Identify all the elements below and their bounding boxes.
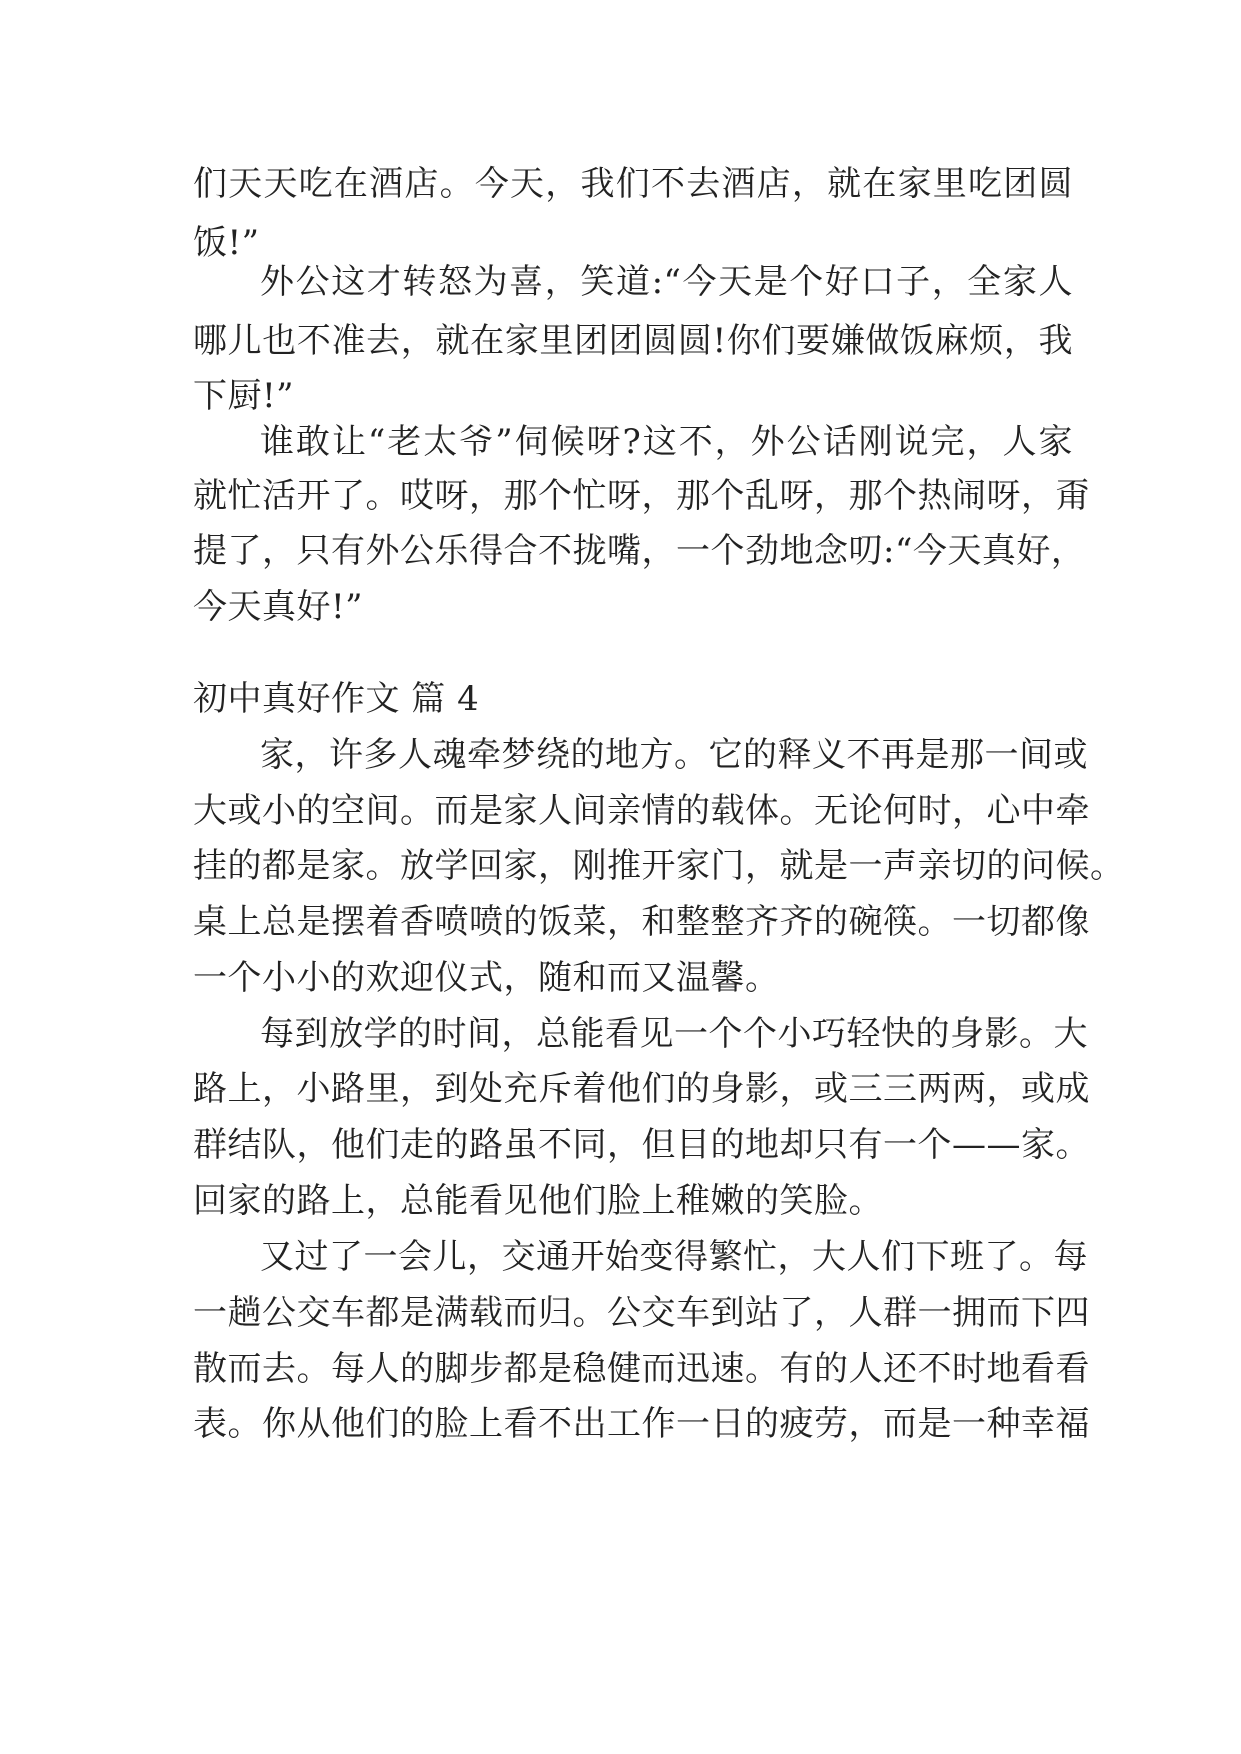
paragraph-line: 表。你从他们的脸上看不出工作一日的疲劳，而是一种幸福 xyxy=(193,1404,1090,1444)
section-heading: 初中真好作文 篇 4 xyxy=(193,679,480,719)
paragraph-line: 大或小的空间。而是家人间亲情的载体。无论何时，心中牵 xyxy=(193,791,1090,831)
paragraph-line: 提了，只有外公乐得合不拢嘴，一个劲地念叨:“今天真好， xyxy=(193,531,1086,571)
paragraph-line: 们天天吃在酒店。今天，我们不去酒店，就在家里吃团圆 xyxy=(193,164,1073,204)
paragraph-line: 挂的都是家。放学回家，刚推开家门，就是一声亲切的问候。 xyxy=(193,846,1125,886)
paragraph-line: 又过了一会儿，交通开始变得繁忙，大人们下班了。每 xyxy=(260,1237,1088,1277)
paragraph-line: 哪儿也不准去，就在家里团团圆圆!你们要嫌做饭麻烦，我 xyxy=(193,321,1073,361)
paragraph-line: 散而去。每人的脚步都是稳健而迅速。有的人还不时地看看 xyxy=(193,1349,1090,1389)
paragraph-line: 每到放学的时间，总能看见一个个小巧轻快的身影。大 xyxy=(260,1014,1088,1054)
paragraph-line: 今天真好!” xyxy=(193,587,364,627)
paragraph-line: 桌上总是摆着香喷喷的饭菜，和整整齐齐的碗筷。一切都像 xyxy=(193,902,1090,942)
paragraph-line: 饭!” xyxy=(193,223,260,263)
paragraph-line: 外公这才转怒为喜，笑道:“今天是个好口子，全家人 xyxy=(260,262,1073,302)
paragraph-line: 家，许多人魂牵梦绕的地方。它的释义不再是那一间或 xyxy=(260,735,1088,775)
paragraph-line: 群结队，他们走的路虽不同，但目的地却只有一个——家。 xyxy=(193,1125,1090,1165)
paragraph-line: 一趟公交车都是满载而归。公交车到站了，人群一拥而下四 xyxy=(193,1293,1090,1333)
paragraph-line: 谁敢让“老太爷”伺候呀?这不，外公话刚说完，人家 xyxy=(260,422,1073,462)
paragraph-line: 就忙活开了。哎呀，那个忙呀，那个乱呀，那个热闹呀，甭 xyxy=(193,476,1090,516)
paragraph-line: 一个小小的欢迎仪式，随和而又温馨。 xyxy=(193,958,780,998)
paragraph-line: 下厨!” xyxy=(193,376,295,416)
paragraph-line: 路上，小路里，到处充斥着他们的身影，或三三两两，或成 xyxy=(193,1069,1090,1109)
paragraph-line: 回家的路上，总能看见他们脸上稚嫩的笑脸。 xyxy=(193,1181,883,1221)
